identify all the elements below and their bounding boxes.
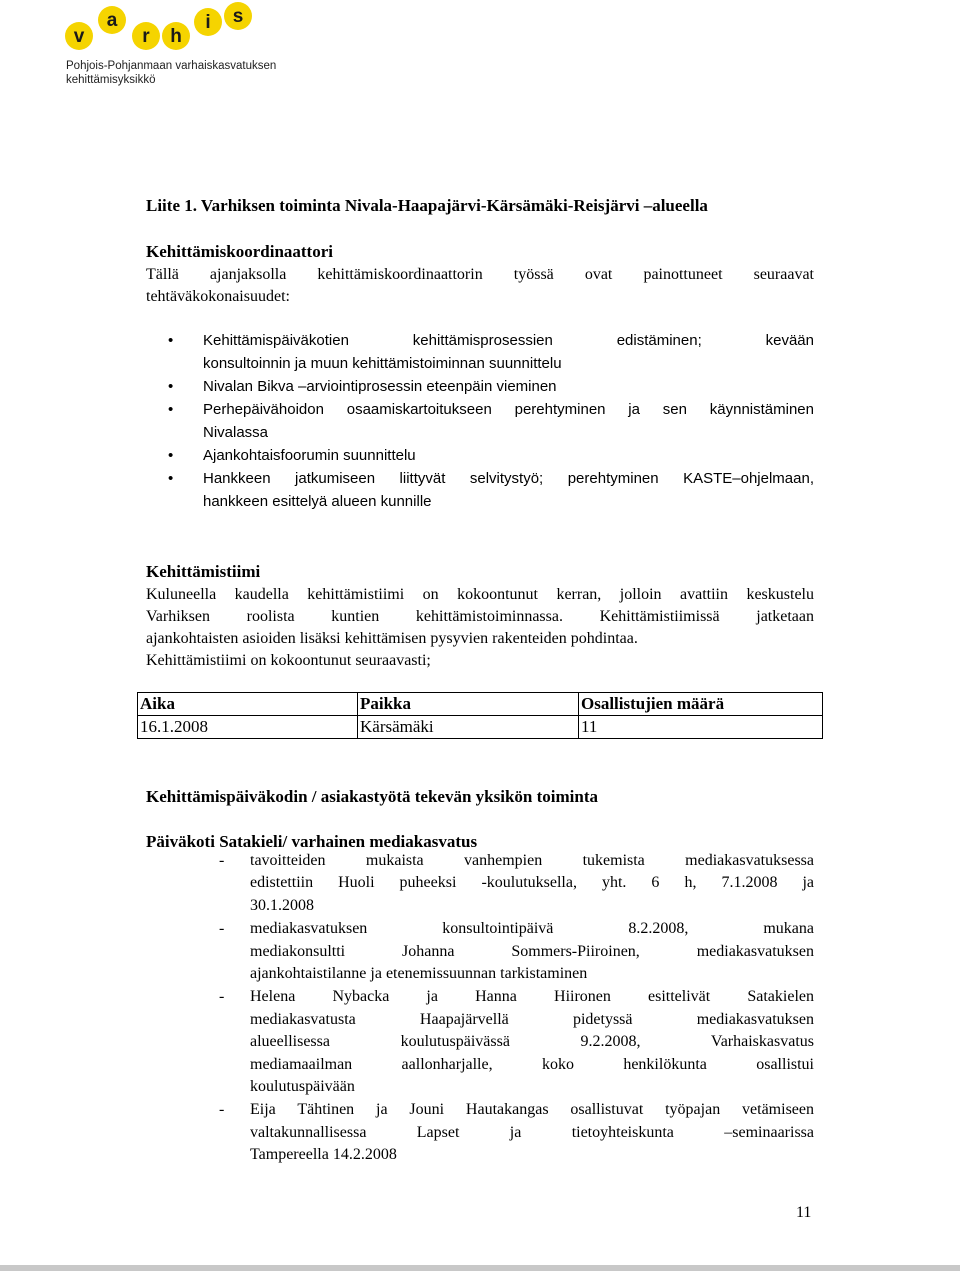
logo-letter: a — [106, 10, 118, 31]
list-item-line: mediakonsultti Johanna Sommers-Piiroinen, mediakasvatuksen — [250, 942, 814, 960]
list-item-line: - mediakasvatuksen konsultointipäivä 8.2.2008, mukana — [250, 920, 814, 938]
page-number: 11 — [796, 1204, 812, 1221]
intro-line-2: tehtäväkokonaisuudet: — [146, 288, 290, 305]
list-item-line: 30.1.2008 — [250, 896, 314, 914]
table-header-place: Paikka — [358, 693, 579, 716]
list-item-line: koulutuspäivään — [250, 1078, 355, 1096]
table-row — [138, 716, 823, 739]
table-header-time: Aika — [138, 693, 358, 716]
activity-list — [250, 850, 814, 1167]
list-item-line: mediamaailman aallonharjalle, koko henkilökunta osallistui — [250, 1055, 814, 1073]
list-item-line: konsultoinnin ja muun kehittämistoiminnan suunnittelu — [203, 355, 562, 372]
table-cell-time: 16.1.2008 — [138, 716, 358, 739]
logo-letter: h — [170, 26, 182, 47]
list-item — [146, 467, 814, 513]
table-cell-place: Kärsämäki — [358, 716, 579, 739]
intro-line-1: Tällä ajanjaksolla kehittämiskoordinaattorin työssä ovat painottuneet seuraavat — [146, 266, 814, 283]
list-item-line: - tavoitteiden mukaista vanhempien tukemista mediakasvatuksessa — [250, 852, 814, 869]
team-paragraph-line: Kehittämistiimi on kokoontunut seuraavasti; — [146, 652, 431, 669]
section-title-daycare: Kehittämispäiväkodin / asiakastyötä tekevän yksikön toiminta — [146, 787, 598, 806]
list-item-line: valtakunnallisessa Lapset ja tietoyhteiskunta –seminaarissa — [250, 1123, 814, 1141]
logo-letter: s — [232, 6, 244, 27]
list-item-line: - Eija Tähtinen ja Jouni Hautakangas osallistuvat työpajan vetämiseen — [250, 1101, 814, 1119]
logo-letter: r — [142, 26, 150, 47]
list-item — [250, 918, 814, 985]
team-paragraph-line: Kuluneella kaudella kehittämistiimi on kokoontunut kerran, jolloin avattiin keskustelu — [146, 586, 814, 603]
list-item — [146, 444, 814, 467]
list-item — [146, 329, 814, 375]
list-item-line: hankkeen esittelyä alueen kunnille — [203, 493, 432, 510]
list-item-line: - Helena Nybacka ja Hanna Hiironen esittelivät Satakielen — [250, 988, 814, 1006]
list-item — [146, 375, 814, 398]
list-item-line: • Nivalan Bikva –arviointiprosessin eteenpäin vieminen — [203, 378, 557, 395]
logo-subtitle-line2: kehittämisyksikkö — [66, 74, 156, 86]
task-list — [146, 329, 814, 513]
list-item-line: • Ajankohtaisfoorumin suunnittelu — [203, 447, 416, 464]
logo-subtitle-line1: Pohjois-Pohjanmaan varhaiskasvatuksen — [66, 60, 277, 72]
logo-letter: i — [205, 12, 211, 33]
list-item-line: • Perhepäivähoidon osaamiskartoitukseen perehtyminen ja sen käynnistäminen — [203, 401, 814, 418]
team-paragraph-line: Varhiksen roolista kuntien kehittämistoiminnassa. Kehittämistiimissä jatketaan — [146, 608, 814, 625]
subsection-title-satakieli: Päiväkoti Satakieli/ varhainen mediakasvatus — [146, 832, 478, 851]
list-item-line: mediakasvatusta Haapajärvellä pidetyssä mediakasvatuksen — [250, 1010, 814, 1028]
document-heading: Liite 1. Varhiksen toiminta Nivala-Haapajärvi-Kärsämäki-Reisjärvi –alueella — [146, 196, 708, 215]
list-item — [250, 1099, 814, 1166]
meeting-table — [137, 692, 823, 739]
list-item — [250, 850, 814, 917]
list-item-line: ajankohtaistilanne ja etenemissuunnan tarkistaminen — [250, 965, 588, 983]
table-header-row — [138, 693, 823, 716]
table-header-participants: Osallistujien määrä — [579, 693, 823, 716]
list-item — [146, 398, 814, 444]
list-item-line: Nivalassa — [203, 424, 269, 441]
logo-letter: v — [73, 26, 85, 47]
list-item-line: • Hankkeen jatkumiseen liittyvät selvitystyö; perehtyminen KASTE–ohjelmaan, — [203, 470, 814, 487]
list-item-line: edistettiin Huoli puheeksi -koulutuksella, yht. 6 h, 7.1.2008 ja — [250, 874, 814, 892]
table-cell-participants: 11 — [579, 716, 823, 739]
team-paragraph-line: ajankohtaisten asioiden lisäksi kehittämisen pysyvien rakenteiden pohdintaa. — [146, 630, 638, 647]
section-title-team: Kehittämistiimi — [146, 562, 261, 581]
list-item-line: Tampereella 14.2.2008 — [250, 1146, 397, 1164]
footer-bar — [0, 1265, 960, 1271]
list-item — [250, 986, 814, 1098]
list-item-line: • Kehittämispäiväkotien kehittämisprosessien edistäminen; kevään — [203, 332, 814, 349]
list-item-line: alueellisessa koulutuspäivässä 9.2.2008, Varhaiskasvatus — [250, 1033, 814, 1051]
section-title-coordinator: Kehittämiskoordinaattori — [146, 242, 333, 261]
